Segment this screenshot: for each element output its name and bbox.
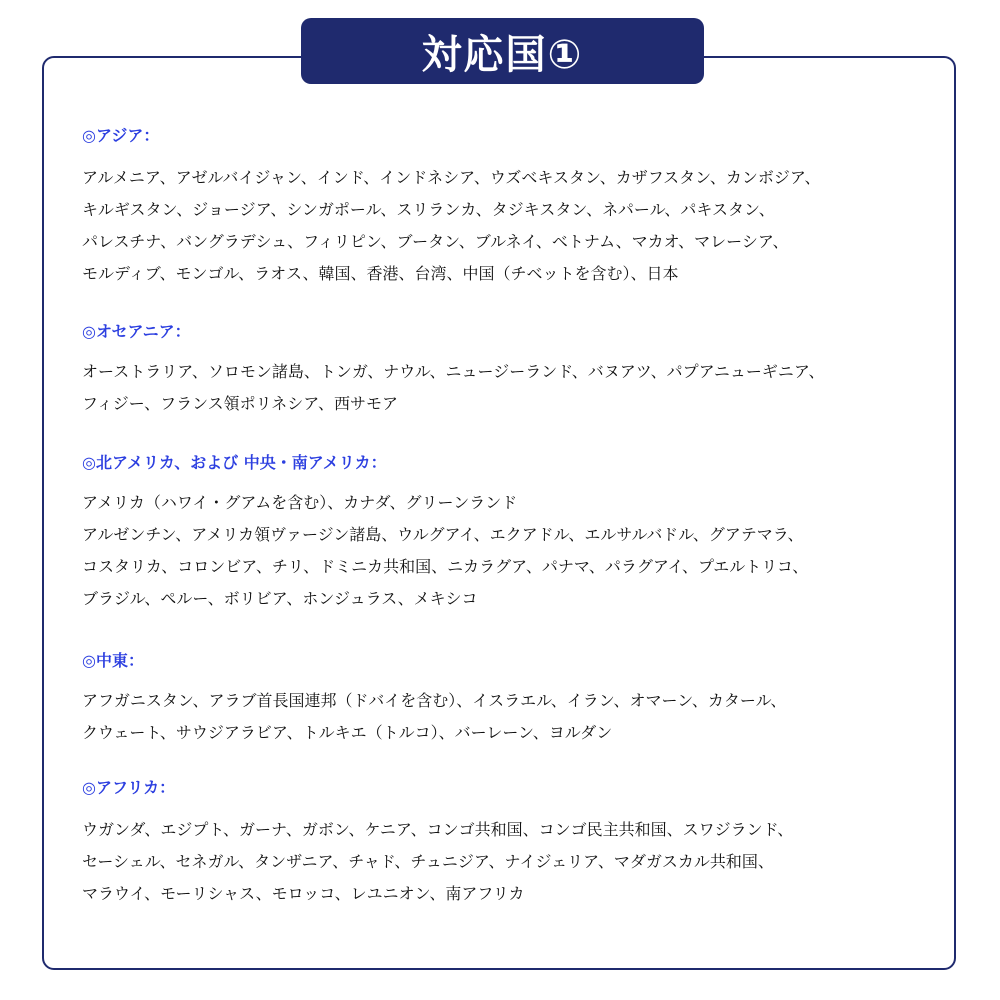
country-line: キルギスタン、ジョージア、シンガポール、スリランカ、タジキスタン、ネパール、パキスタン、 bbox=[82, 200, 775, 219]
country-line: セーシェル、セネガル、タンザニア、チャド、チュニジア、ナイジェリア、マダガスカル共和国、 bbox=[82, 852, 774, 871]
country-line: オーストラリア、ソロモン諸島、トンガ、ナウル、ニュージーランド、バヌアツ、パプアニューギニア、 bbox=[82, 362, 825, 381]
country-line: アフガニスタン、アラブ首長国連邦（ドバイを含む）、イスラエル、イラン、オマーン、カタール、 bbox=[82, 691, 787, 710]
country-line: クウェート、サウジアラビア、トルキエ（トルコ）、バーレーン、ヨルダン bbox=[82, 723, 613, 742]
section-heading-oceania: ◎オセアニア： bbox=[82, 322, 191, 341]
country-line: アルゼンチン、アメリカ領ヴァージン諸島、ウルグアイ、エクアドル、エルサルバドル、グアテマラ、 bbox=[82, 525, 804, 544]
section-asia bbox=[82, 126, 942, 290]
country-line: コスタリカ、コロンビア、チリ、ドミニカ共和国、ニカラグア、パナマ、パラグアイ、プエルトリコ、 bbox=[82, 557, 809, 576]
section-middle-east bbox=[82, 651, 942, 749]
country-line: マラウイ、モーリシャス、モロッコ、レユニオン、南アフリカ bbox=[82, 884, 525, 903]
section-heading-middle-east: ◎中東： bbox=[82, 651, 144, 670]
section-heading-americas: ◎北アメリカ、および 中央・南アメリカ： bbox=[82, 453, 387, 472]
page-title: 対応国① bbox=[301, 18, 704, 84]
country-line: アメリカ（ハワイ・グアムを含む）、カナダ、グリーンランド bbox=[82, 493, 518, 512]
country-line: モルディブ、モンゴル、ラオス、韓国、香港、台湾、中国（チベットを含む）、日本 bbox=[82, 264, 679, 283]
section-heading-asia: ◎アジア： bbox=[82, 126, 160, 145]
section-heading-africa: ◎アフリカ： bbox=[82, 778, 176, 797]
country-line: アルメニア、アゼルバイジャン、インド、インドネシア、ウズベキスタン、カザフスタン、カンボジア、 bbox=[82, 168, 821, 187]
country-line: パレスチナ、バングラデシュ、フィリピン、ブータン、ブルネイ、ベトナム、マカオ、マレーシア、 bbox=[82, 232, 789, 251]
section-oceania bbox=[82, 322, 942, 420]
country-line: ウガンダ、エジプト、ガーナ、ガボン、ケニア、コンゴ共和国、コンゴ民主共和国、スワジランド、 bbox=[82, 820, 794, 839]
country-line: ブラジル、ペルー、ボリビア、ホンジュラス、メキシコ bbox=[82, 589, 478, 608]
section-americas bbox=[82, 453, 942, 615]
section-africa bbox=[82, 778, 942, 910]
country-line: フィジー、フランス領ポリネシア、西サモア bbox=[82, 394, 399, 413]
